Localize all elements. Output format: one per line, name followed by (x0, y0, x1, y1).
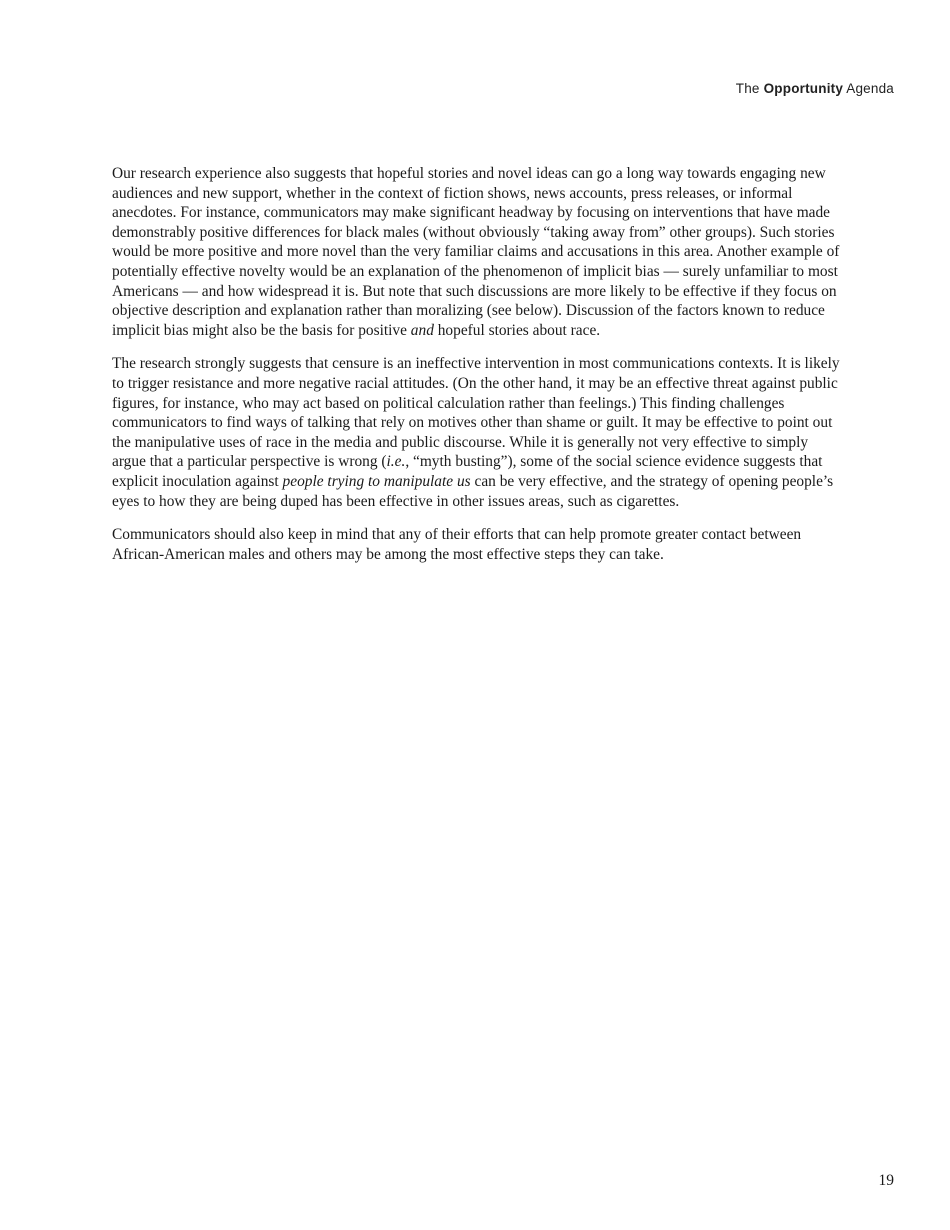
paragraph-2-text-c: can be very effective, and the strategy of opening people’s eyes to how they are being duped has been effective in other issues areas, such as cigarettes. (112, 472, 834, 510)
body-text (112, 164, 842, 578)
paragraph-2-text-b: , “myth busting”), some of the social science evidence suggests that explicit inoculation against (112, 453, 823, 490)
paragraph-1-text-a: Our research experience also suggests that hopeful stories and novel ideas can go a long way towards engaging new audiences and new support, whether in the context of fiction shows, news accounts, press releases, or informal anecdotes. For instance, communicators may make significant headway by focusing on interventions that have made demonstrably positive differences for black males (without obviously “taking away from” other groups). Such stories would be more positive and more novel than the very familiar claims and accusations in this area. Another example of potentially effective novelty would be an explanation of the phenomenon of implicit bias — surely unfamiliar to most Americans — and how widespread it is. But note that such discussions are more likely to be effective if they focus on objective description and explanation rather than moralizing (see below). Discussion of the factors known to reduce implicit bias might also be the basis for positive (112, 165, 840, 339)
header-prefix: The (735, 81, 764, 96)
page-number: 19 (878, 1172, 894, 1189)
running-header (736, 81, 894, 96)
header-suffix: Agenda (843, 81, 894, 96)
paragraph-1-italic-and: and (410, 321, 434, 339)
paragraph-2-text-a: The research strongly suggests that censure is an ineffective intervention in most communications contexts. It is likely to trigger resistance and more negative racial attitudes. (On the other hand, it may be an effective threat against public figures, for instance, who may act based on political calculation rather than feelings.) This finding challenges communicators to find ways of talking that rely on motives other than shame or guilt. It may be effective to point out the manipulative uses of race in the media and public discourse. While it is generally not very effective to simply argue that a particular perspective is wrong ( (112, 355, 840, 471)
header-bold-word: Opportunity (763, 81, 844, 96)
paragraph-3 (112, 525, 842, 564)
paragraph-2-italic-ie: i.e. (386, 453, 406, 471)
paragraph-2-italic-phrase: people trying to manipulate us (282, 472, 471, 490)
paragraph-1 (112, 164, 842, 340)
paragraph-1-text-b: hopeful stories about race. (433, 321, 601, 339)
paragraph-3-text-a: Communicators should also keep in mind that any of their efforts that can help promote greater contact between African-American males and others may be among the most effective steps they can take. (112, 526, 802, 563)
paragraph-2 (112, 354, 842, 511)
